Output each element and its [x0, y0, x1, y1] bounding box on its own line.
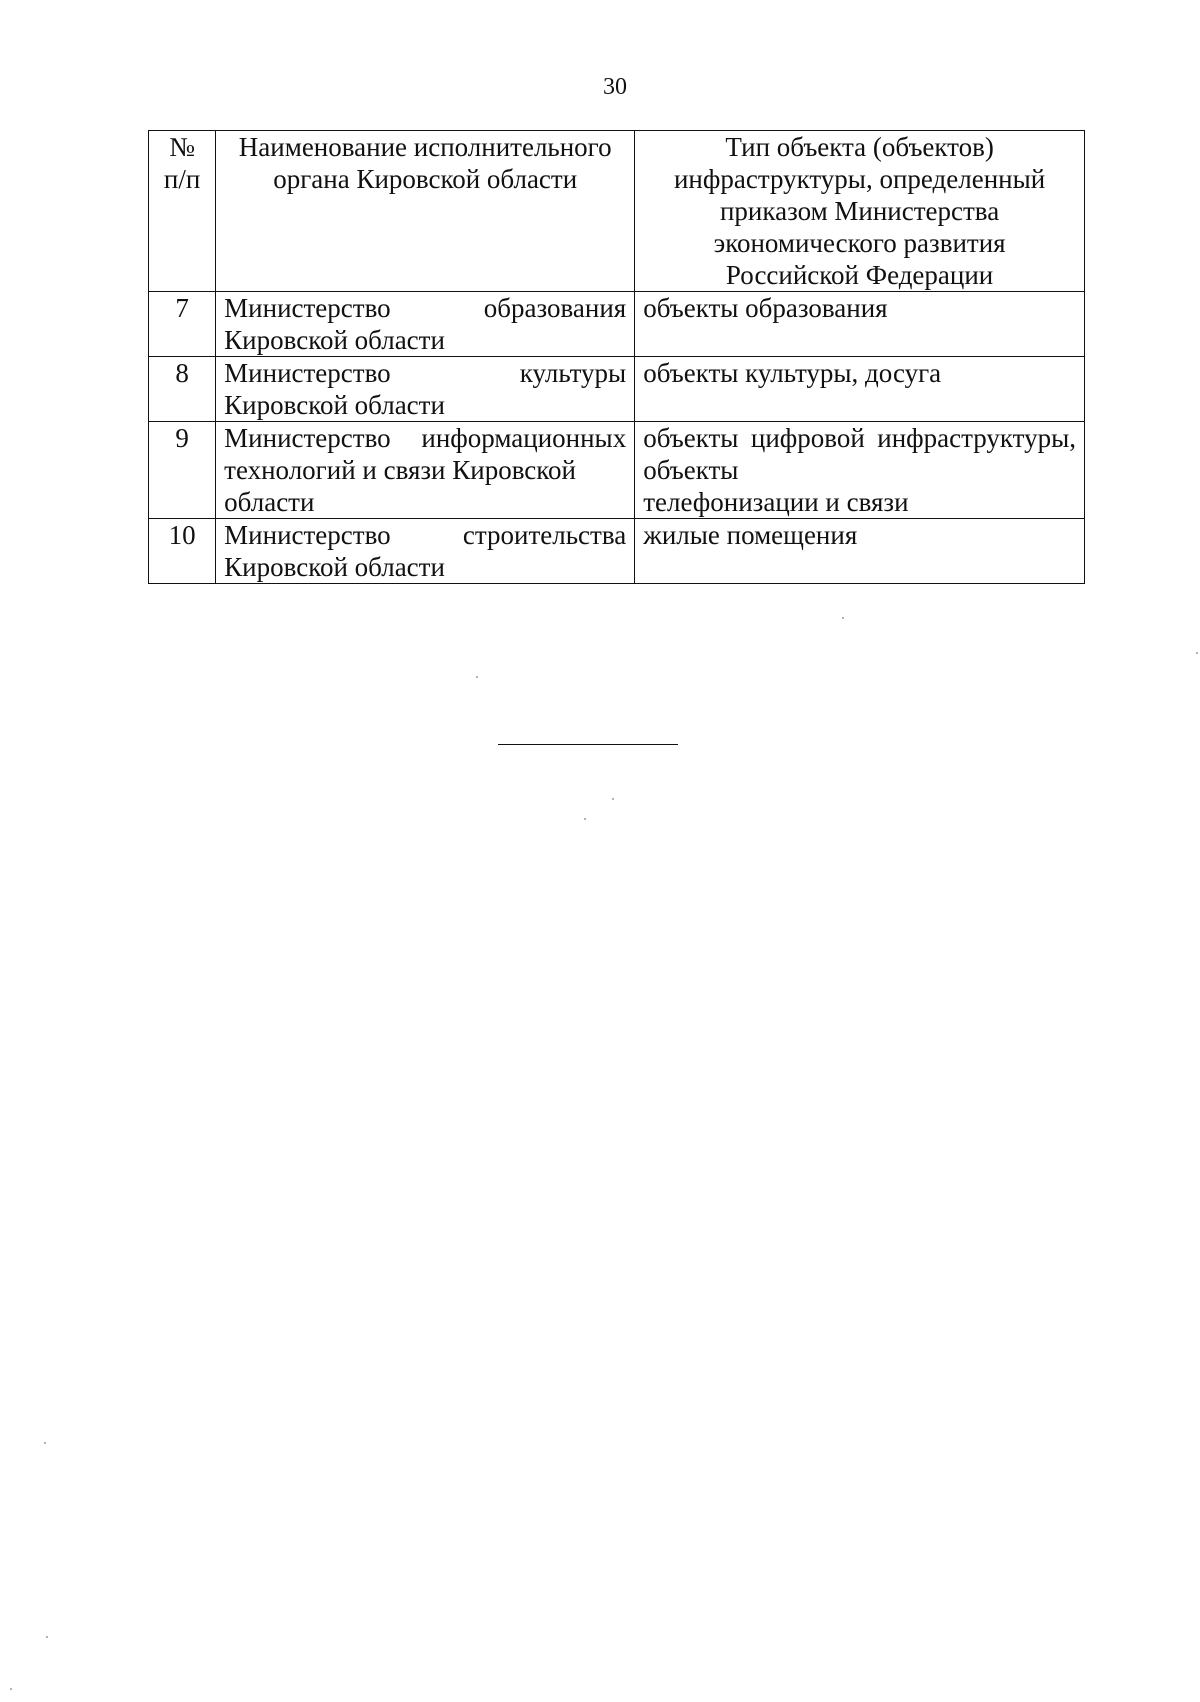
object-type-line: объекты образования	[643, 293, 888, 323]
table-row	[149, 422, 1085, 519]
header-number	[149, 131, 216, 292]
row-number: 7	[149, 292, 216, 357]
object-type-cell	[635, 519, 1085, 584]
blank-line	[643, 551, 1076, 583]
scan-speck	[476, 676, 478, 678]
infrastructure-table	[148, 130, 1085, 584]
object-type-line: телефонизации и связи	[643, 487, 909, 517]
header-organ-name	[216, 131, 635, 292]
organ-name-line: Кировской области	[224, 325, 445, 355]
table-row	[149, 357, 1085, 422]
organ-name-line: Министерство информационных технологий и связи Кировской	[224, 423, 627, 485]
scan-speck	[612, 798, 614, 800]
object-type-line: объекты культуры, досуга	[643, 358, 942, 388]
organ-name-line: Министерство образования	[224, 293, 627, 323]
organ-name-line: области	[224, 487, 315, 517]
organ-name-line: Министерство культуры	[224, 358, 627, 388]
row-number: 9	[149, 422, 216, 519]
scan-speck	[44, 1442, 46, 1444]
table-row	[149, 292, 1085, 357]
row-number: 8	[149, 357, 216, 422]
scan-speck	[842, 617, 844, 619]
table-row	[149, 519, 1085, 584]
table-header-row	[149, 131, 1085, 292]
header-object-type	[635, 131, 1085, 292]
row-number: 10	[149, 519, 216, 584]
organ-name-line: Кировской области	[224, 552, 445, 582]
organ-name-line: Министерство строительства	[224, 520, 627, 550]
scan-speck	[46, 1636, 48, 1638]
header-number-text: № п/п	[163, 132, 201, 194]
page-number: 30	[603, 74, 627, 100]
object-type-cell	[635, 357, 1085, 422]
organ-name-cell	[216, 422, 635, 519]
scan-speck	[1196, 652, 1198, 654]
organ-name-line: Кировской области	[224, 390, 445, 420]
scan-speck	[584, 818, 586, 820]
organ-name-cell	[216, 292, 635, 357]
scan-speck	[10, 1688, 12, 1690]
organ-name-cell	[216, 357, 635, 422]
object-type-line: жилые помещения	[643, 520, 858, 550]
header-organ-name-text: Наименование исполнительного органа Кировской области	[238, 132, 612, 194]
end-of-document-rule	[498, 744, 678, 745]
header-object-type-text: Тип объекта (объектов) инфраструктуры, определенный приказом Министерства экономического развития Российской Федерации	[673, 132, 1046, 290]
object-type-line: объекты цифровой инфраструктуры, объекты	[643, 423, 1076, 485]
organ-name-cell	[216, 519, 635, 584]
object-type-cell	[635, 422, 1085, 519]
object-type-cell	[635, 292, 1085, 357]
